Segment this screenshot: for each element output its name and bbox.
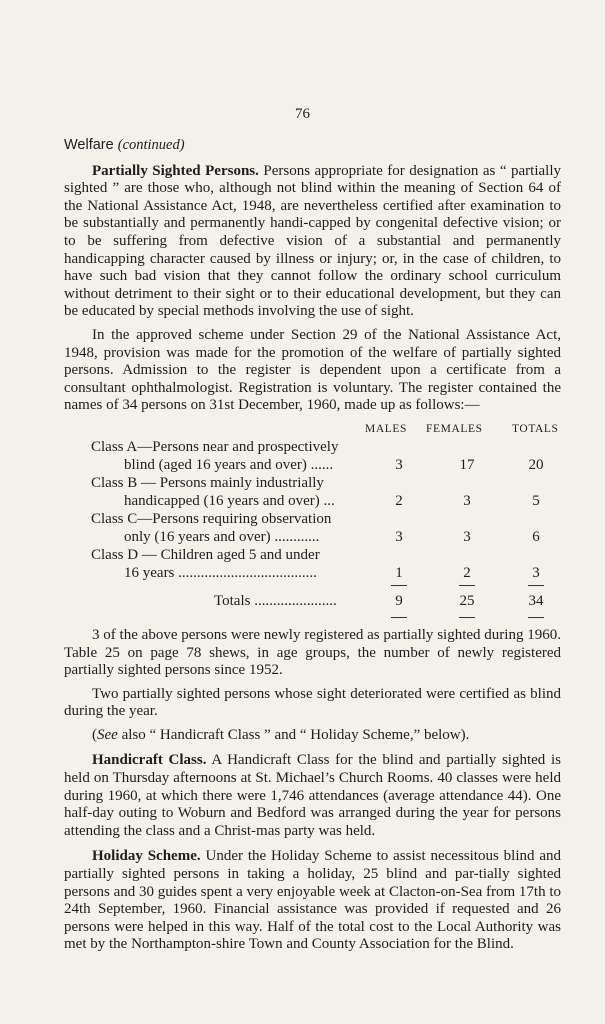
- table-row-label: [91, 547, 376, 582]
- header-totals: TOTALS: [512, 422, 559, 435]
- cell-females: 3: [463, 492, 471, 509]
- cell-totals: 6: [532, 528, 540, 545]
- row-label-line2: 16 years .....................................: [124, 564, 317, 581]
- sum-rule: [459, 585, 475, 586]
- cell-totals: 5: [532, 492, 540, 509]
- row-label-line2: blind (aged 16 years and over) ......: [124, 456, 334, 473]
- cell-females: 17: [459, 456, 475, 473]
- partially-sighted-lead: Partially Sighted Persons.: [92, 162, 259, 179]
- sum-rule: [391, 617, 407, 618]
- holiday-text: Under the Holiday Scheme to assist necessitous blind and partially sighted persons in taking a holiday, 25 blind and par-tially sighted persons and 30 guides spent a very enjoyable week at Clacton-on-Sea from 17th to 24th September, 1960. Financial assistance was provided if requested and 26 persons were helped in this way. Half of the total cost to the Local Authority was met by the Northampton-shire Town and County Association for the Blind.: [64, 848, 562, 953]
- row-label-line1: Class C—Persons requiring observation: [91, 510, 332, 527]
- partially-sighted-paragraph: [64, 163, 561, 321]
- handicraft-paragraph: [64, 752, 561, 840]
- row-label-line1: Class D — Children aged 5 and under: [91, 546, 320, 563]
- cell-totals: 3: [532, 564, 540, 581]
- deterioration-paragraph: Two partially sighted persons whose sight deteriorated were certified as blind during the year.: [64, 685, 561, 720]
- sum-rule: [528, 617, 544, 618]
- holiday-lead: Holiday Scheme.: [92, 848, 201, 865]
- header-males: MALES: [365, 422, 407, 435]
- section-heading: [64, 137, 561, 155]
- holiday-paragraph: [64, 848, 561, 954]
- table-row-label: [91, 511, 376, 546]
- see-also-text: also “ Handicraft Class ” and “ Holiday Scheme,” below).: [117, 726, 470, 743]
- table-row-label: [91, 439, 376, 474]
- approved-scheme-paragraph: In the approved scheme under Section 29 of the National Assistance Act, 1948, provision was made for the promotion of the welfare of partially sighted persons. Admission to the register is dependent upon a certificate from a consultant ophthalmologist. Registration is voluntary. The register contained the names of 34 persons on 31st December, 1960, made up as follows:—: [64, 326, 561, 414]
- page-number: 76: [295, 106, 310, 122]
- totals-label: Totals ......................: [214, 592, 337, 609]
- see-also-paragraph: (See also “ Handicraft Class ” and “ Holiday Scheme,” below).: [92, 726, 470, 743]
- registration-table: [64, 421, 561, 621]
- row-label-line1: Class A—Persons near and prospectively: [91, 438, 339, 455]
- document-body: [64, 137, 561, 960]
- table-row-label: [91, 475, 376, 510]
- total-totals: 34: [528, 592, 544, 609]
- see-also-italic: See: [97, 726, 118, 743]
- cell-males: 3: [395, 528, 403, 545]
- cell-females: 3: [463, 528, 471, 545]
- cell-males: 2: [395, 492, 403, 509]
- header-females: FEMALES: [426, 422, 483, 435]
- handicraft-lead: Handicraft Class.: [92, 752, 207, 769]
- handicraft-text: A Handicraft Class for the blind and partially sighted is held on Thursday afternoons at St. Michael’s Church Rooms. 40 classes were held during 1960, at which there were 1,746 attendances (average attendance 44). One half-day outing to Woburn and Bedford was arranged during the year for persons attending the class and a Christ-mas party was held.: [64, 752, 562, 839]
- row-label-line1: Class B — Persons mainly industrially: [91, 474, 324, 491]
- sum-rule: [459, 617, 475, 618]
- cell-males: 3: [395, 456, 403, 473]
- sum-rule: [391, 585, 407, 586]
- section-heading-title: Welfare: [64, 137, 114, 153]
- section-heading-suffix: (continued): [117, 137, 185, 153]
- row-label-line2: handicapped (16 years and over) ...: [124, 492, 335, 509]
- total-males: 9: [395, 592, 403, 609]
- total-females: 25: [459, 592, 475, 609]
- partially-sighted-text: Persons appropriate for designation as “ partially sighted ” are those who, although not blind within the meaning of Section 64 of the National Assistance Act, 1948, are nevertheless certified after examination to be substantially and permanently handi-capped by congenital defective vision; or to be suffering from defective vision of a substantial and permanently handicapping character caused by illness or injury; or, in the case of children, to have such bad vision that they cannot follow the ordinary school curriculum without detriment to their sight or to their educational development, but they can be educated by special methods involving the use of sight.: [64, 162, 561, 320]
- row-label-line2: only (16 years and over) ............: [124, 528, 320, 545]
- sum-rule: [528, 585, 544, 586]
- cell-females: 2: [463, 564, 471, 581]
- new-registrations-paragraph: 3 of the above persons were newly registered as partially sighted during 1960. Table 25 on page 78 shews, in age groups, the number of newly registered partially sighted persons since 1952.: [64, 626, 561, 679]
- cell-males: 1: [395, 564, 403, 581]
- cell-totals: 20: [528, 456, 544, 473]
